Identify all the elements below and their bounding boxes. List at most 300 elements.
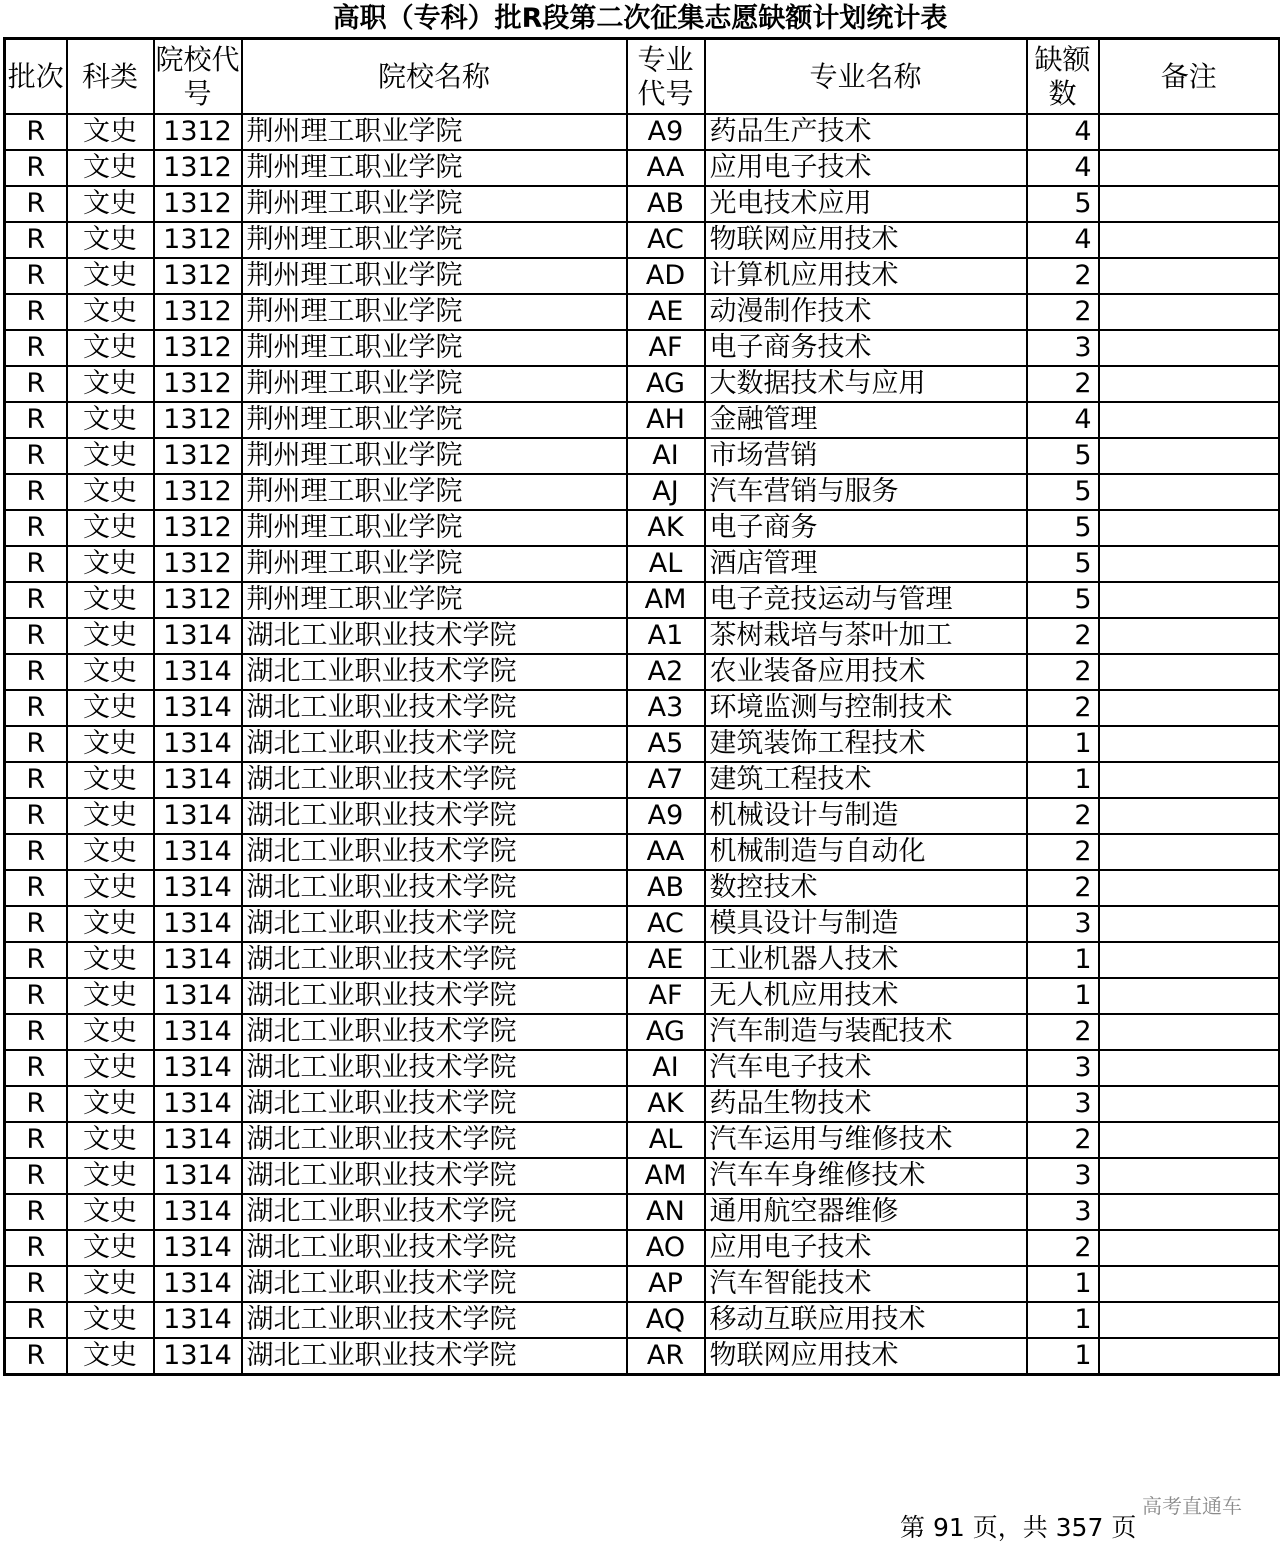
cell-remark [1099, 222, 1280, 258]
cell-shortage: 4 [1027, 150, 1099, 186]
header-major-name: 专业名称 [705, 39, 1027, 115]
table-row [5, 798, 1280, 834]
cell-batch: R [5, 618, 67, 654]
cell-school-name: 湖北工业职业技术学院 [242, 834, 627, 870]
header-row [5, 39, 1280, 115]
table-row [5, 762, 1280, 798]
cell-major-name: 汽车智能技术 [705, 1266, 1027, 1302]
table-row [5, 294, 1280, 330]
cell-category: 文史 [67, 546, 154, 582]
cell-shortage: 1 [1027, 762, 1099, 798]
cell-shortage: 2 [1027, 834, 1099, 870]
cell-category: 文史 [67, 1302, 154, 1338]
cell-remark [1099, 1158, 1280, 1194]
cell-major-name: 农业装备应用技术 [705, 654, 1027, 690]
cell-major-code: AG [627, 366, 705, 402]
table-row [5, 258, 1280, 294]
cell-school-name: 湖北工业职业技术学院 [242, 1050, 627, 1086]
table-row [5, 726, 1280, 762]
cell-major-name: 电子商务技术 [705, 330, 1027, 366]
cell-school-code: 1312 [154, 510, 242, 546]
cell-major-name: 电子竞技运动与管理 [705, 582, 1027, 618]
cell-major-name: 通用航空器维修 [705, 1194, 1027, 1230]
cell-major-code: AE [627, 942, 705, 978]
cell-school-code: 1312 [154, 366, 242, 402]
cell-school-name: 荆州理工职业学院 [242, 258, 627, 294]
cell-major-name: 酒店管理 [705, 546, 1027, 582]
cell-school-code: 1314 [154, 1302, 242, 1338]
cell-major-code: A9 [627, 114, 705, 150]
cell-major-code: AH [627, 402, 705, 438]
cell-major-code: AM [627, 1158, 705, 1194]
cell-school-code: 1312 [154, 150, 242, 186]
cell-major-code: A1 [627, 618, 705, 654]
table-row [5, 654, 1280, 690]
cell-shortage: 2 [1027, 1230, 1099, 1266]
table-row [5, 942, 1280, 978]
header-category: 科类 [67, 39, 154, 115]
page-title: 高职（专科）批R段第二次征集志愿缺额计划统计表 [332, 3, 948, 34]
cell-batch: R [5, 438, 67, 474]
cell-school-code: 1314 [154, 906, 242, 942]
cell-remark [1099, 726, 1280, 762]
cell-school-name: 湖北工业职业技术学院 [242, 654, 627, 690]
cell-school-code: 1312 [154, 294, 242, 330]
cell-batch: R [5, 222, 67, 258]
cell-shortage: 3 [1027, 1158, 1099, 1194]
cell-school-code: 1314 [154, 834, 242, 870]
cell-shortage: 5 [1027, 546, 1099, 582]
cell-shortage: 2 [1027, 258, 1099, 294]
cell-category: 文史 [67, 1158, 154, 1194]
cell-batch: R [5, 726, 67, 762]
cell-major-name: 应用电子技术 [705, 150, 1027, 186]
cell-shortage: 1 [1027, 726, 1099, 762]
cell-major-code: AC [627, 222, 705, 258]
cell-batch: R [5, 1050, 67, 1086]
cell-major-name: 汽车运用与维修技术 [705, 1122, 1027, 1158]
cell-category: 文史 [67, 1338, 154, 1375]
cell-shortage: 3 [1027, 330, 1099, 366]
cell-school-code: 1312 [154, 258, 242, 294]
cell-school-name: 湖北工业职业技术学院 [242, 726, 627, 762]
cell-remark [1099, 870, 1280, 906]
cell-major-name: 大数据技术与应用 [705, 366, 1027, 402]
cell-school-name: 湖北工业职业技术学院 [242, 870, 627, 906]
cell-major-name: 药品生物技术 [705, 1086, 1027, 1122]
cell-remark [1099, 402, 1280, 438]
cell-school-name: 荆州理工职业学院 [242, 366, 627, 402]
cell-major-name: 机械制造与自动化 [705, 834, 1027, 870]
cell-category: 文史 [67, 1050, 154, 1086]
cell-school-name: 湖北工业职业技术学院 [242, 1086, 627, 1122]
cell-batch: R [5, 1194, 67, 1230]
cell-category: 文史 [67, 1086, 154, 1122]
cell-school-code: 1314 [154, 1050, 242, 1086]
watermark: 高考直通车 [1142, 1494, 1242, 1518]
cell-school-name: 湖北工业职业技术学院 [242, 942, 627, 978]
table-row [5, 366, 1280, 402]
cell-remark [1099, 690, 1280, 726]
cell-school-code: 1314 [154, 762, 242, 798]
cell-major-name: 计算机应用技术 [705, 258, 1027, 294]
cell-batch: R [5, 186, 67, 222]
cell-major-name: 光电技术应用 [705, 186, 1027, 222]
header-school-name: 院校名称 [242, 39, 627, 115]
cell-remark [1099, 834, 1280, 870]
cell-major-name: 工业机器人技术 [705, 942, 1027, 978]
quota-table [3, 37, 1280, 1376]
cell-major-code: A9 [627, 798, 705, 834]
cell-school-code: 1314 [154, 978, 242, 1014]
cell-major-code: AI [627, 438, 705, 474]
cell-batch: R [5, 762, 67, 798]
cell-major-code: AE [627, 294, 705, 330]
table-row [5, 870, 1280, 906]
cell-school-name: 湖北工业职业技术学院 [242, 762, 627, 798]
cell-category: 文史 [67, 150, 154, 186]
cell-major-code: AF [627, 330, 705, 366]
cell-school-code: 1312 [154, 474, 242, 510]
cell-shortage: 2 [1027, 1014, 1099, 1050]
cell-category: 文史 [67, 726, 154, 762]
cell-shortage: 1 [1027, 1302, 1099, 1338]
cell-school-code: 1314 [154, 1014, 242, 1050]
cell-category: 文史 [67, 186, 154, 222]
cell-major-name: 机械设计与制造 [705, 798, 1027, 834]
cell-school-code: 1312 [154, 222, 242, 258]
cell-batch: R [5, 654, 67, 690]
cell-category: 文史 [67, 834, 154, 870]
cell-shortage: 3 [1027, 906, 1099, 942]
cell-category: 文史 [67, 258, 154, 294]
cell-remark [1099, 1194, 1280, 1230]
cell-school-code: 1314 [154, 1158, 242, 1194]
cell-school-name: 湖北工业职业技术学院 [242, 1122, 627, 1158]
cell-category: 文史 [67, 1122, 154, 1158]
cell-batch: R [5, 906, 67, 942]
cell-category: 文史 [67, 366, 154, 402]
cell-major-name: 模具设计与制造 [705, 906, 1027, 942]
cell-batch: R [5, 1158, 67, 1194]
cell-major-name: 电子商务 [705, 510, 1027, 546]
cell-school-code: 1312 [154, 438, 242, 474]
cell-major-name: 建筑工程技术 [705, 762, 1027, 798]
cell-major-name: 应用电子技术 [705, 1230, 1027, 1266]
cell-category: 文史 [67, 1266, 154, 1302]
table-row [5, 1086, 1280, 1122]
cell-major-name: 汽车制造与装配技术 [705, 1014, 1027, 1050]
cell-school-name: 荆州理工职业学院 [242, 438, 627, 474]
cell-remark [1099, 150, 1280, 186]
cell-school-name: 湖北工业职业技术学院 [242, 618, 627, 654]
table-row [5, 906, 1280, 942]
cell-category: 文史 [67, 618, 154, 654]
cell-school-name: 湖北工业职业技术学院 [242, 1266, 627, 1302]
cell-shortage: 2 [1027, 690, 1099, 726]
cell-major-name: 药品生产技术 [705, 114, 1027, 150]
table-row [5, 510, 1280, 546]
cell-major-name: 汽车车身维修技术 [705, 1158, 1027, 1194]
cell-category: 文史 [67, 294, 154, 330]
cell-shortage: 2 [1027, 366, 1099, 402]
cell-shortage: 5 [1027, 186, 1099, 222]
cell-batch: R [5, 1338, 67, 1375]
cell-remark [1099, 1266, 1280, 1302]
cell-school-name: 荆州理工职业学院 [242, 402, 627, 438]
cell-category: 文史 [67, 438, 154, 474]
cell-major-name: 茶树栽培与茶叶加工 [705, 618, 1027, 654]
cell-batch: R [5, 582, 67, 618]
cell-major-code: AJ [627, 474, 705, 510]
cell-major-name: 动漫制作技术 [705, 294, 1027, 330]
cell-shortage: 2 [1027, 654, 1099, 690]
cell-school-code: 1314 [154, 798, 242, 834]
cell-remark [1099, 1050, 1280, 1086]
header-batch: 批次 [5, 39, 67, 115]
cell-category: 文史 [67, 654, 154, 690]
cell-school-code: 1314 [154, 654, 242, 690]
cell-school-code: 1314 [154, 1266, 242, 1302]
cell-major-name: 物联网应用技术 [705, 1338, 1027, 1375]
cell-remark [1099, 366, 1280, 402]
cell-school-name: 湖北工业职业技术学院 [242, 1014, 627, 1050]
cell-school-code: 1312 [154, 582, 242, 618]
cell-shortage: 1 [1027, 1338, 1099, 1375]
cell-remark [1099, 474, 1280, 510]
cell-batch: R [5, 330, 67, 366]
cell-batch: R [5, 402, 67, 438]
cell-category: 文史 [67, 402, 154, 438]
cell-major-name: 建筑装饰工程技术 [705, 726, 1027, 762]
cell-school-name: 湖北工业职业技术学院 [242, 1194, 627, 1230]
cell-category: 文史 [67, 906, 154, 942]
cell-school-name: 湖北工业职业技术学院 [242, 1338, 627, 1375]
header-remark: 备注 [1099, 39, 1280, 115]
cell-category: 文史 [67, 798, 154, 834]
cell-shortage: 3 [1027, 1050, 1099, 1086]
cell-school-name: 湖北工业职业技术学院 [242, 1230, 627, 1266]
cell-remark [1099, 438, 1280, 474]
cell-major-name: 无人机应用技术 [705, 978, 1027, 1014]
cell-major-code: AO [627, 1230, 705, 1266]
cell-school-name: 湖北工业职业技术学院 [242, 1302, 627, 1338]
table-row [5, 1302, 1280, 1338]
cell-remark [1099, 942, 1280, 978]
cell-school-code: 1312 [154, 330, 242, 366]
cell-major-code: AL [627, 546, 705, 582]
cell-major-code: AC [627, 906, 705, 942]
cell-shortage: 1 [1027, 1266, 1099, 1302]
cell-batch: R [5, 366, 67, 402]
table-row [5, 546, 1280, 582]
cell-shortage: 3 [1027, 1194, 1099, 1230]
table-row [5, 618, 1280, 654]
cell-category: 文史 [67, 1194, 154, 1230]
table-row [5, 114, 1280, 150]
cell-major-code: AL [627, 1122, 705, 1158]
cell-category: 文史 [67, 582, 154, 618]
cell-category: 文史 [67, 762, 154, 798]
cell-remark [1099, 582, 1280, 618]
cell-major-code: AQ [627, 1302, 705, 1338]
cell-batch: R [5, 546, 67, 582]
cell-major-name: 数控技术 [705, 870, 1027, 906]
cell-batch: R [5, 1302, 67, 1338]
cell-remark [1099, 114, 1280, 150]
cell-remark [1099, 654, 1280, 690]
table-row [5, 150, 1280, 186]
cell-remark [1099, 294, 1280, 330]
table-row [5, 402, 1280, 438]
cell-batch: R [5, 690, 67, 726]
cell-school-code: 1312 [154, 546, 242, 582]
cell-major-code: AD [627, 258, 705, 294]
cell-shortage: 1 [1027, 978, 1099, 1014]
cell-school-name: 湖北工业职业技术学院 [242, 798, 627, 834]
table-row [5, 222, 1280, 258]
cell-shortage: 5 [1027, 510, 1099, 546]
cell-batch: R [5, 942, 67, 978]
table-row [5, 1194, 1280, 1230]
cell-major-code: AG [627, 1014, 705, 1050]
table-row [5, 978, 1280, 1014]
table-row [5, 834, 1280, 870]
cell-shortage: 2 [1027, 798, 1099, 834]
cell-school-name: 荆州理工职业学院 [242, 186, 627, 222]
cell-batch: R [5, 978, 67, 1014]
cell-shortage: 5 [1027, 582, 1099, 618]
cell-school-code: 1312 [154, 114, 242, 150]
cell-shortage: 2 [1027, 294, 1099, 330]
cell-category: 文史 [67, 474, 154, 510]
cell-major-code: A3 [627, 690, 705, 726]
cell-school-name: 荆州理工职业学院 [242, 222, 627, 258]
cell-major-code: AR [627, 1338, 705, 1375]
table-row [5, 1050, 1280, 1086]
cell-major-name: 环境监测与控制技术 [705, 690, 1027, 726]
cell-school-code: 1314 [154, 1086, 242, 1122]
cell-school-code: 1312 [154, 186, 242, 222]
cell-category: 文史 [67, 978, 154, 1014]
cell-batch: R [5, 1266, 67, 1302]
cell-school-code: 1314 [154, 618, 242, 654]
cell-shortage: 1 [1027, 942, 1099, 978]
cell-batch: R [5, 1122, 67, 1158]
cell-remark [1099, 186, 1280, 222]
cell-shortage: 2 [1027, 618, 1099, 654]
cell-remark [1099, 1086, 1280, 1122]
table-row [5, 1266, 1280, 1302]
cell-school-name: 荆州理工职业学院 [242, 546, 627, 582]
cell-batch: R [5, 870, 67, 906]
cell-school-name: 湖北工业职业技术学院 [242, 1158, 627, 1194]
cell-remark [1099, 1338, 1280, 1375]
cell-school-code: 1314 [154, 1230, 242, 1266]
table-row [5, 690, 1280, 726]
cell-batch: R [5, 258, 67, 294]
cell-major-code: AA [627, 150, 705, 186]
cell-school-code: 1314 [154, 870, 242, 906]
cell-remark [1099, 798, 1280, 834]
cell-remark [1099, 1230, 1280, 1266]
cell-category: 文史 [67, 690, 154, 726]
cell-shortage: 4 [1027, 402, 1099, 438]
cell-school-name: 荆州理工职业学院 [242, 582, 627, 618]
cell-shortage: 5 [1027, 438, 1099, 474]
cell-batch: R [5, 834, 67, 870]
cell-school-code: 1314 [154, 1122, 242, 1158]
table-row [5, 474, 1280, 510]
cell-major-name: 汽车电子技术 [705, 1050, 1027, 1086]
cell-batch: R [5, 510, 67, 546]
cell-remark [1099, 978, 1280, 1014]
cell-major-name: 市场营销 [705, 438, 1027, 474]
cell-category: 文史 [67, 114, 154, 150]
cell-school-code: 1314 [154, 942, 242, 978]
table-row [5, 1122, 1280, 1158]
cell-batch: R [5, 474, 67, 510]
cell-school-code: 1314 [154, 1338, 242, 1375]
cell-major-name: 汽车营销与服务 [705, 474, 1027, 510]
cell-batch: R [5, 1086, 67, 1122]
table-row [5, 1158, 1280, 1194]
cell-remark [1099, 330, 1280, 366]
cell-major-code: AA [627, 834, 705, 870]
cell-batch: R [5, 294, 67, 330]
cell-remark [1099, 258, 1280, 294]
cell-batch: R [5, 798, 67, 834]
cell-school-code: 1312 [154, 402, 242, 438]
cell-remark [1099, 906, 1280, 942]
cell-school-code: 1314 [154, 690, 242, 726]
table-row [5, 1338, 1280, 1375]
cell-school-name: 荆州理工职业学院 [242, 330, 627, 366]
cell-major-code: AK [627, 1086, 705, 1122]
cell-school-code: 1314 [154, 726, 242, 762]
cell-school-name: 荆州理工职业学院 [242, 150, 627, 186]
cell-shortage: 2 [1027, 870, 1099, 906]
cell-category: 文史 [67, 222, 154, 258]
cell-batch: R [5, 150, 67, 186]
cell-major-name: 移动互联应用技术 [705, 1302, 1027, 1338]
cell-category: 文史 [67, 330, 154, 366]
header-major-code: 专业代号 [627, 39, 705, 115]
cell-remark [1099, 510, 1280, 546]
cell-batch: R [5, 114, 67, 150]
cell-category: 文史 [67, 1230, 154, 1266]
cell-major-name: 金融管理 [705, 402, 1027, 438]
cell-category: 文史 [67, 870, 154, 906]
cell-remark [1099, 546, 1280, 582]
table-row [5, 330, 1280, 366]
cell-major-code: AB [627, 870, 705, 906]
table-row [5, 1230, 1280, 1266]
cell-shortage: 4 [1027, 114, 1099, 150]
header-shortage: 缺额数 [1027, 39, 1099, 115]
cell-major-code: A7 [627, 762, 705, 798]
cell-major-code: AF [627, 978, 705, 1014]
cell-shortage: 5 [1027, 474, 1099, 510]
cell-category: 文史 [67, 1014, 154, 1050]
cell-major-code: AP [627, 1266, 705, 1302]
cell-major-code: AM [627, 582, 705, 618]
table-row [5, 438, 1280, 474]
cell-category: 文史 [67, 942, 154, 978]
cell-batch: R [5, 1014, 67, 1050]
cell-school-name: 湖北工业职业技术学院 [242, 978, 627, 1014]
cell-shortage: 3 [1027, 1086, 1099, 1122]
